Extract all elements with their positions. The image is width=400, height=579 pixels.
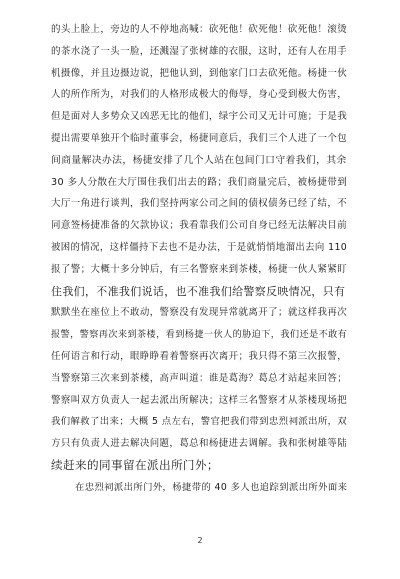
- body-text: [51, 19, 351, 499]
- text-line: 被困的情况，这样僵持下去也不是办法，于是就悄悄地溜出去向 110: [51, 241, 348, 253]
- text-line: 续赶来的同事留在派出所门外；: [51, 457, 219, 472]
- text-line: 30 多人分散在大厅围住我们出去的路；我们商量完后，被杨捷带到: [51, 176, 348, 188]
- text-line: 的茶水浇了一头一脸，还溅湿了张树雄的衣服，这时，还有人在用手: [51, 45, 348, 57]
- text-line: 当警察第三次来到茶楼，高声叫道：谁是葛海？葛总才站起来回答；: [51, 372, 348, 384]
- text-line: 但是面对人多势众又凶恶无比的他们，绿宇公司又无计可施；于是我: [51, 111, 348, 123]
- text-line: 机摄像，并且边摄边说，把他认到，到他家门口去砍死他。杨捷一伙: [51, 67, 348, 79]
- text-line: 任何语言和行动，眼睁睁看着警察再次离开；我只得不第三次报警，: [51, 350, 348, 362]
- paragraph-start-line: 在忠烈祠派出所门外，杨捷带的 40 多人也追踪到派出所外面来: [75, 481, 348, 493]
- text-line: 方只有负责人进去解决问题，葛总和杨捷进去调解。我和张树雄等陆: [51, 438, 348, 450]
- text-line: 住我们，不准我们说话，也不准我们给警察反映情况，只有: [51, 284, 346, 298]
- text-line: 同意签杨捷准备的欠款协议；我看靠我们公司自身已经无法解决目前: [51, 220, 348, 232]
- text-line: 的头上脸上，旁边的人不停地高喊：砍死他！砍死他！砍死他！滚烫: [51, 24, 348, 35]
- text-line: 警察叫双方负责人一起去派出所解决；这样三名警察才从茶楼现场把: [51, 394, 348, 406]
- text-line: 报了警；大概十多分钟后，有三名警察来到茶楼，杨捷一伙人紧紧盯: [51, 263, 348, 275]
- text-line: 报警，警察再次来到茶楼，看到杨捷一伙人的胁迫下，我们还是不敢有: [51, 329, 348, 341]
- text-line: 默默坐在座位上不敢动，警察没有发现异常就离开了；就这样我再次: [51, 307, 348, 319]
- text-line: 提出需要单独开个临时董事会，杨捷同意后，我们三个人进了一个包: [51, 132, 348, 144]
- text-line: 人的所作所为，对我们的人格形成极大的侮辱，身心受到极大伤害，: [51, 89, 348, 101]
- text-line: 大厅一角进行谈判，我们坚持两家公司之间的债权债务已经了结，不: [51, 198, 348, 210]
- text-line: 间商量解决办法，杨捷安排了几个人站在包间门口守着我们，其余: [51, 154, 347, 166]
- page-number: 2: [197, 536, 203, 545]
- text-line: 我们解救了出来；大概 5 点左右，警官把我们带到忠烈祠派出所，双: [51, 416, 348, 428]
